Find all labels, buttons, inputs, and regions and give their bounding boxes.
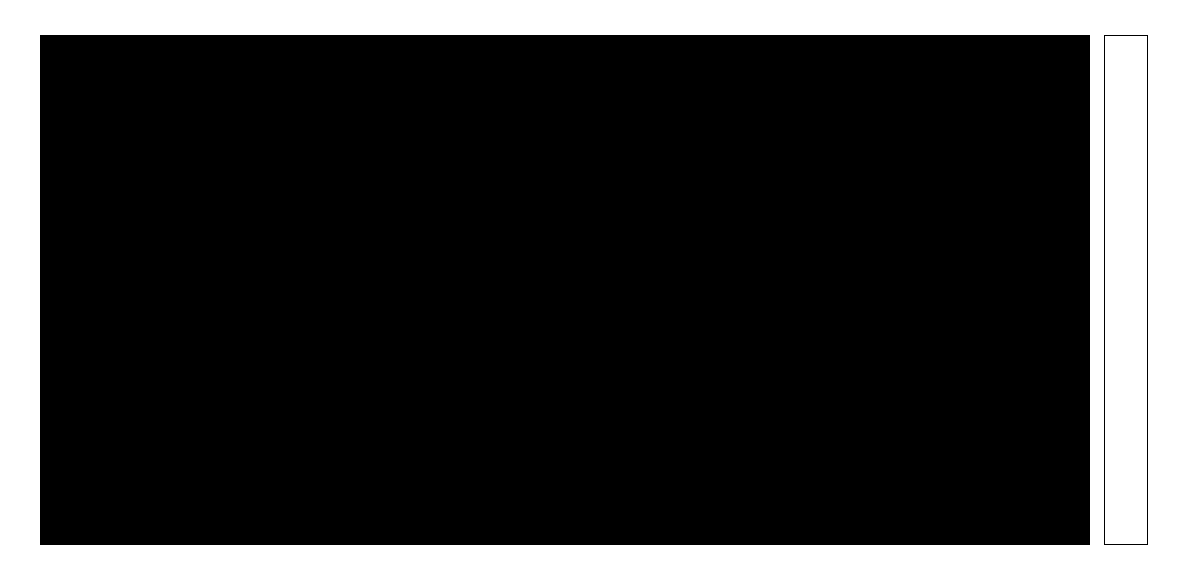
heatmap-grid bbox=[40, 35, 1090, 545]
y-axis bbox=[0, 35, 34, 545]
x-axis bbox=[40, 548, 1090, 566]
colorbar bbox=[1104, 35, 1148, 545]
